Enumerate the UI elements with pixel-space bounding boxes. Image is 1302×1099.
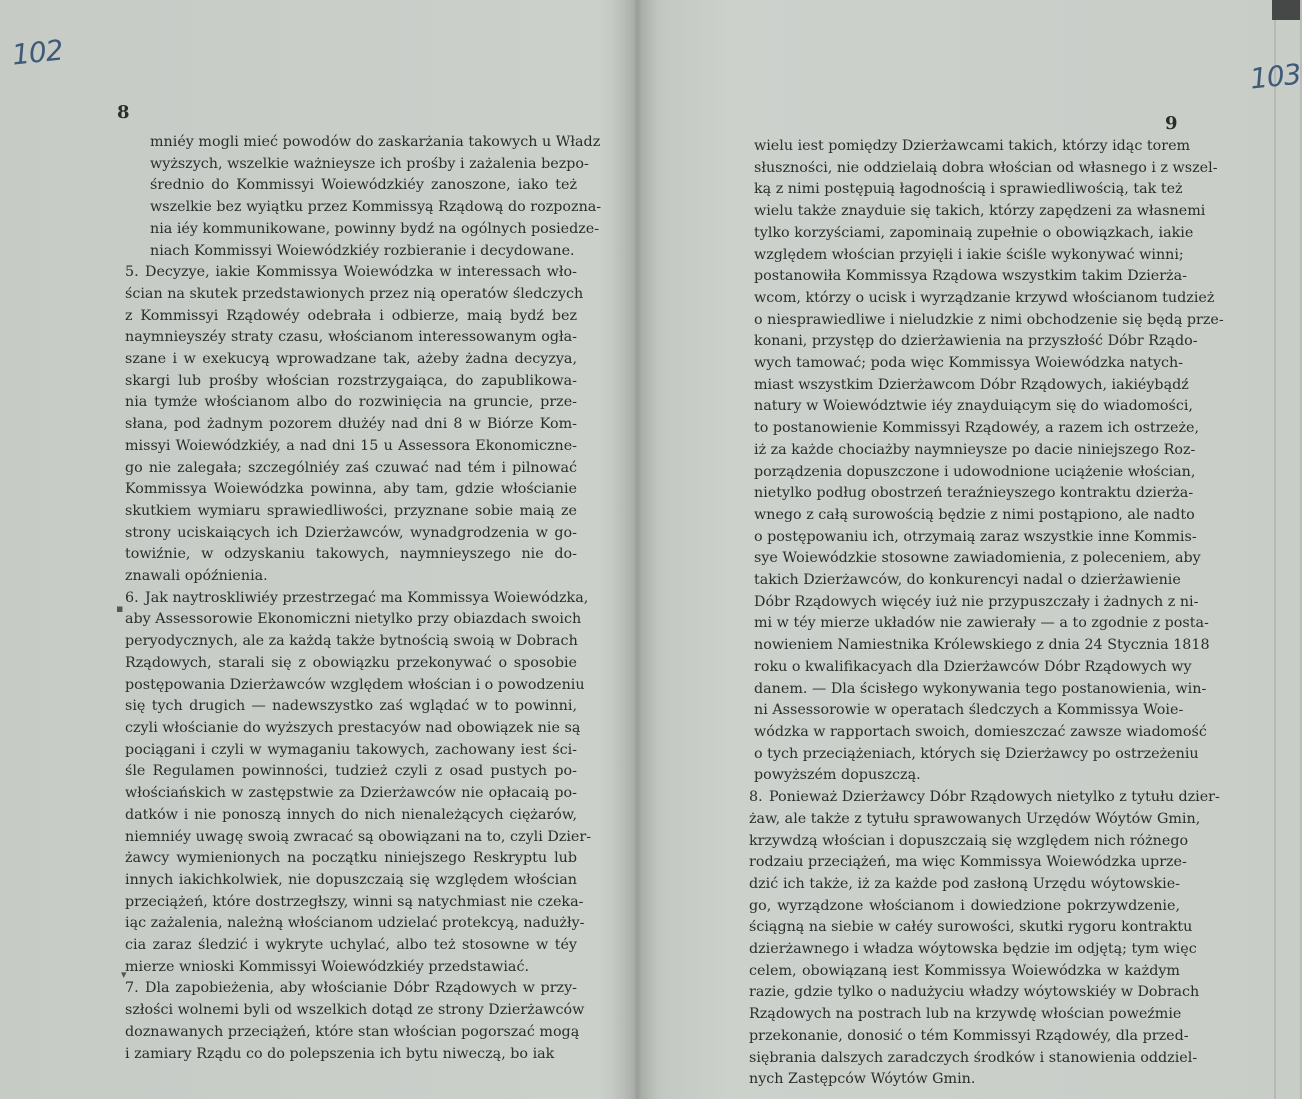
- margin-mark: ▪: [116, 602, 124, 615]
- line-text: szane i w exekucyą wprowadzane tak, ażeby żadna decyzya,: [125, 351, 577, 368]
- text-line: [125, 1022, 580, 1044]
- text-line: [754, 462, 1196, 484]
- text-line: [125, 414, 577, 436]
- text-line: [754, 331, 1198, 353]
- handwritten-folio-number: 103: [1248, 57, 1302, 96]
- line-text: doznawanych przeciążeń, które stan włościan pogorszać mogą: [125, 1023, 580, 1040]
- text-line: [749, 896, 1180, 918]
- line-text: strony uciskaiących ich Dzierżawców, wynadgrodzenia w go-: [125, 524, 577, 541]
- line-text: go, wyrządzone włościanom i dowiedzione pokrzywdzenie,: [749, 897, 1180, 914]
- line-text: mniéy mogli mieć powodów do zaskarżania takowych u Władz: [150, 134, 601, 150]
- line-text: czyli włościanie do wyższych prestacyów nad obowiązek nie są: [125, 719, 581, 736]
- numbered-paragraph: [125, 588, 592, 979]
- line-text: skargi lub prośby włościan rozstrzygaiąca, do zapublikowa-: [125, 372, 577, 389]
- text-line: [125, 913, 585, 935]
- text-line: [125, 262, 577, 284]
- text-line: [754, 765, 1180, 787]
- numbered-paragraph: [125, 262, 584, 588]
- line-text: względem włościan przyięli i iakie ściśle wykonywać winni;: [754, 246, 1184, 263]
- line-text: peryodycznych, ale za każdą także bytnością swoią w Dobrach: [125, 633, 578, 650]
- text-line: [749, 939, 1197, 961]
- line-text: o niesprawiedliwe i nieludzkie z nimi obchodzenie się będą prze-: [754, 311, 1224, 328]
- text-line: [754, 527, 1197, 549]
- text-line: [125, 848, 577, 870]
- line-text: słuszności, nie oddzielaią dobra włościan od własnego i z wszel-: [754, 159, 1218, 176]
- line-text: innych iakichkolwiek, nie dopuszczaią się względem włościan: [125, 871, 577, 888]
- text-line: [749, 874, 1180, 896]
- text-line: [150, 241, 577, 263]
- line-text: mierze wnioski Kommissyi Woiewódzkiéy przedstawiać.: [125, 958, 529, 975]
- text-line: [754, 223, 1194, 245]
- right-page: [636, 0, 1300, 1099]
- line-text: to postanowienie Kommissyi Rządowéy, a razem ich ostrzeże,: [754, 420, 1200, 437]
- line-text: wódzka w rapportach swoich, domieszczać zawsze wiadomość: [754, 723, 1207, 740]
- line-text: dzić ich także, iż za każde pod zasłoną Urzędu wóytowskie-: [749, 875, 1180, 892]
- line-text: Dla zapobieżenia, aby włościanie Dóbr Rządowych w przy-: [145, 980, 577, 997]
- text-line: [754, 613, 1209, 635]
- line-text: nia tymże włościanom albo do rozwinięcia na gruncie, prze-: [125, 394, 577, 411]
- text-line: [754, 353, 1184, 375]
- line-text: nietylko podług obostrzeń teraźnieyszego kontraktu dzierża-: [754, 485, 1194, 502]
- text-line: [749, 982, 1200, 1004]
- page-number: 8: [117, 102, 130, 123]
- line-text: o tych przeciążeniach, których się Dzierżawcy po ostrzeżeniu: [754, 745, 1199, 762]
- line-text: go nie zalegała; szczególniéy zaś czuwać nad tém i pilnować: [125, 459, 577, 476]
- line-text: dzierżawnego i władza wóytowska będzie im odjętą; tym więc: [749, 941, 1197, 958]
- text-line: [754, 201, 1206, 223]
- line-text: wnego z całą surowością będzie z nimi postąpiono, ale nadto: [754, 506, 1195, 523]
- line-text: słana, pod żadnym pozorem dłużéy nad dni 8 w Biórze Kom-: [125, 416, 577, 433]
- text-line: [754, 635, 1210, 657]
- text-line: [754, 505, 1195, 527]
- line-text: aby Assessorowie Ekonomiczni nietylko przy obiazdach swoich: [125, 611, 582, 628]
- paragraph-number: 8.: [749, 789, 763, 806]
- line-text: roku o kwalifikacyach dla Dzierżawców Dóbr Rządowych wy: [754, 658, 1192, 675]
- text-line: [125, 479, 577, 501]
- line-text: z Kommissyi Rządowéy odebrała i odbierze, maią bydź bez: [125, 307, 577, 324]
- text-line: [754, 570, 1180, 592]
- line-text: naymnieyszéy straty czasu, włościanom interessowanym ogła-: [125, 329, 577, 346]
- text-line: [754, 179, 1183, 201]
- paragraph-number: 5.: [125, 264, 139, 281]
- line-text: Ponieważ Dzierżawcy Dóbr Rządowych nietylko z tytułu dzier-: [769, 789, 1220, 806]
- line-text: celem, obowiązaną iest Kommissya Woiewódzka w każdym: [749, 962, 1180, 979]
- line-text: nia iéy kommunikowane, powinny bydź na ogólnych posiedze-: [150, 220, 600, 237]
- text-line: [754, 440, 1196, 462]
- text-line: [125, 805, 577, 827]
- line-text: iąc zażalenia, należną włościanom udzielać protekcyą, nadużły-: [125, 915, 585, 932]
- text-line: [754, 700, 1184, 722]
- numbered-paragraph: [749, 787, 1220, 1091]
- text-line: [754, 744, 1199, 766]
- line-text: razie, gdzie tylko o nadużyciu władzy wóytowskiéy w Dobrach: [749, 984, 1200, 1001]
- text-line: [125, 718, 581, 740]
- line-text: wyższych, wszelkie ważnieysze ich prośby i zażalenia bezpo-: [150, 155, 589, 172]
- line-text: postanowiła Kommissya Rządowa wszystkim takim Dzierża-: [754, 268, 1187, 285]
- text-line: [754, 592, 1199, 614]
- line-text: średnio do Kommissyi Woiewódzkiéy zanoszone, iako też: [150, 177, 577, 194]
- line-text: śle Regulamen powinności, tudzież czyli z osad pustych po-: [125, 763, 577, 780]
- line-text: sye Woiewódzkie stosowne zawiadomienia, z poleceniem, aby: [754, 550, 1201, 567]
- line-text: mi w téy mierze układów nie zawierały — a to zgodnie z posta-: [754, 615, 1209, 632]
- text-line: [749, 1069, 1180, 1091]
- text-line: [754, 679, 1207, 701]
- line-text: pociągani i czyli w wymaganiu takowych, zachowany iest ści-: [125, 741, 577, 758]
- text-line: [754, 158, 1218, 180]
- text-line: [125, 653, 577, 675]
- text-line: [125, 306, 577, 328]
- line-text: przekonanie, donosić o tém Kommissyi Rządowéy, dla przed-: [749, 1027, 1189, 1044]
- line-text: towiźnie, w odzyskaniu takowych, naymnieyszego nie do-: [125, 546, 577, 563]
- text-line: [749, 852, 1187, 874]
- text-line: [125, 870, 577, 892]
- paragraph-number: 6.: [125, 589, 139, 606]
- text-line: [125, 631, 578, 653]
- margin-mark: ▾: [121, 968, 127, 981]
- text-line: [125, 609, 582, 631]
- line-text: tylko korzyściami, zapominaią zupełnie o obowiązkach, iakie: [754, 224, 1194, 241]
- line-text: niach Kommissyi Woiewódzkiéy rozbieranie i decydowane.: [150, 242, 575, 259]
- line-text: Kommissya Woiewódzka powinna, aby tam, gdzie włościanie: [125, 481, 577, 498]
- text-line: [125, 1044, 577, 1066]
- line-text: Rządowych na postrach lub na krzywdę włościan poweźmie: [749, 1006, 1182, 1023]
- text-line: [754, 375, 1189, 397]
- text-line: [150, 154, 589, 176]
- text-line: [754, 245, 1184, 267]
- line-text: ściągną na siebie w całéy surowości, skutki rygoru kontraktu: [749, 919, 1193, 936]
- left-page: [0, 0, 636, 1099]
- line-text: powyższém dopuszczą.: [754, 767, 921, 784]
- line-text: siębrania dalszych zaradczych środków i stanowienia oddziel-: [749, 1049, 1198, 1066]
- line-text: nych Zastępców Wóytów Gmin.: [749, 1071, 976, 1088]
- line-text: niemniéy uwagę swoią zwracać są obowiązani na to, czyli Dzier-: [125, 828, 592, 845]
- text-line: [754, 657, 1192, 679]
- line-text: wielu iest pomiędzy Dzierżawcami takich, którzy idąc torem: [754, 138, 1191, 154]
- line-text: żaw, ale także z tytułu sprawowanych Urzędów Wóytów Gmin,: [749, 810, 1201, 827]
- line-text: przeciążeń, które dostrzegłszy, winni są natychmiast nie czeka-: [125, 893, 584, 910]
- line-text: miast wszystkim Dzierżawcom Dóbr Rządowych, iakiéybądź: [754, 376, 1189, 393]
- text-line: [754, 418, 1200, 440]
- text-line: [754, 396, 1193, 418]
- text-line: [125, 501, 577, 523]
- handwritten-folio-number: 102: [10, 33, 65, 72]
- line-text: natury w Woiewództwie iéy znayduiącym się do wiadomości,: [754, 398, 1193, 415]
- text-line: [125, 566, 577, 588]
- paragraph: [130, 132, 602, 262]
- line-text: szłości wolnemi byli od wszelkich dotąd ze strony Dzierżawców: [125, 1002, 585, 1019]
- text-line: [125, 327, 577, 349]
- left-page-text: [125, 132, 602, 1065]
- text-line: [125, 761, 577, 783]
- line-text: postępowania Dzierżawców względem włościan i o powodzeniu: [125, 676, 585, 693]
- text-line: [125, 892, 584, 914]
- text-line: [125, 436, 577, 458]
- text-line: [125, 458, 577, 480]
- text-line: [749, 1026, 1189, 1048]
- text-line: [150, 219, 600, 241]
- text-line: [749, 961, 1180, 983]
- text-line: [754, 136, 1191, 158]
- right-page-text: [749, 136, 1224, 1091]
- line-text: rodzaiu przeciążeń, ma więc Kommissya Woiewódzka uprze-: [749, 854, 1187, 871]
- text-line: [150, 132, 601, 154]
- line-text: cia zaraz śledzić i wykryte uchylać, albo też stosowne w téy: [125, 937, 577, 954]
- text-line: [125, 284, 584, 306]
- line-text: Dóbr Rządowych więcéy iuż nie przypuszczały i żadnych z ni-: [754, 593, 1199, 610]
- page-number: 9: [1165, 113, 1178, 134]
- text-line: [125, 675, 585, 697]
- line-text: takich Dzierżawców, do konkurencyi nadal o dzierżawienie: [754, 572, 1181, 589]
- line-text: datków i nie ponoszą innych do nich nienależących ciężarów,: [125, 806, 577, 823]
- paragraph: [754, 136, 1224, 787]
- text-line: [754, 722, 1207, 744]
- paragraph-number: 7.: [125, 980, 139, 997]
- line-text: nowieniem Namiestnika Królewskiego z dnia 24 Stycznia 1818: [754, 637, 1210, 654]
- text-line: [749, 787, 1220, 809]
- text-line: [150, 197, 602, 219]
- text-line: [754, 266, 1187, 288]
- line-text: skutkiem wymiaru sprawiedliwości, przyznane sobie maią ze: [125, 502, 577, 519]
- text-line: [125, 696, 577, 718]
- text-line: [125, 1000, 585, 1022]
- line-text: krzywdzą włościan i dopuszczaią się względem nich różnego: [749, 832, 1189, 849]
- line-text: porządzenia dopuszczone i udowodnione uciążenie włościan,: [754, 463, 1196, 480]
- text-line: [754, 310, 1224, 332]
- text-line: [125, 978, 577, 1000]
- line-text: Rządowych, starali się z obowiązku przekonywać o sposobie: [125, 654, 577, 671]
- line-text: żawcy wymienionych na początku niniejszego Reskryptu lub: [125, 850, 577, 867]
- line-text: ką z nimi postępuią łagodnością i sprawiedliwością, tak też: [754, 181, 1183, 198]
- text-line: [125, 783, 577, 805]
- text-line: [749, 1048, 1198, 1070]
- line-text: missyi Woiewódzkiéy, a nad dni 15 u Assessora Ekonomiczne-: [125, 437, 577, 454]
- line-text: Decyzye, iakie Kommissya Woiewódzka w interessach wło-: [145, 264, 577, 281]
- text-line: [125, 544, 577, 566]
- text-line: [754, 483, 1194, 505]
- line-text: iż za każde chociażby naymnieysze po dacie niniejszego Roz-: [754, 441, 1196, 458]
- text-line: [125, 827, 592, 849]
- line-text: o postępowaniu ich, otrzymaią zaraz wszystkie inne Kommis-: [754, 528, 1197, 545]
- text-line: [125, 349, 577, 371]
- text-line: [754, 548, 1201, 570]
- line-text: ścian na skutek przedstawionych przez nią operatów śledczych: [125, 285, 584, 302]
- line-text: i zamiary Rządu co do polepszenia ich bytu niweczą, bo iak: [125, 1045, 555, 1062]
- text-line: [749, 831, 1189, 853]
- text-line: [125, 392, 577, 414]
- line-text: wszelkie bez wyiątku przez Kommissyą Rządową do rozpozna-: [150, 199, 602, 216]
- line-text: danem. — Dla ścisłego wykonywania tego postanowienia, win-: [754, 680, 1207, 697]
- text-line: [749, 917, 1193, 939]
- text-line: [754, 288, 1215, 310]
- line-text: ni Assessorowie w operatach śledczych a Kommissya Woie-: [754, 702, 1184, 719]
- text-line: [125, 588, 589, 610]
- text-line: [150, 175, 577, 197]
- line-text: się tych drugich — nadewszystko zaś wglądać w to powinni,: [125, 698, 577, 715]
- text-line: [125, 523, 577, 545]
- line-text: znawali opóźnienia.: [125, 568, 268, 585]
- line-text: wielu także znayduie się takich, którzy zapędzeni za własnemi: [754, 203, 1206, 220]
- text-line: [749, 1004, 1182, 1026]
- line-text: wych tamować; poda więc Kommissya Woiewódzka natych-: [754, 355, 1184, 372]
- text-line: [125, 957, 577, 979]
- line-text: włościańskich w zastępstwie za Dzierżawców nie opłacaią po-: [125, 785, 577, 802]
- line-text: konani, przystęp do dzierżawienia na przyszłość Dóbr Rządo-: [754, 333, 1198, 350]
- text-line: [125, 935, 577, 957]
- text-line: [125, 371, 577, 393]
- line-text: Jak naytroskliwiéy przestrzegać ma Kommissya Woiewódzka,: [145, 589, 589, 606]
- text-line: [125, 740, 577, 762]
- numbered-paragraph: [125, 978, 585, 1065]
- text-line: [749, 809, 1201, 831]
- line-text: wcom, którzy o ucisk i wyrządzanie krzywd włościanom tudzież: [754, 289, 1215, 306]
